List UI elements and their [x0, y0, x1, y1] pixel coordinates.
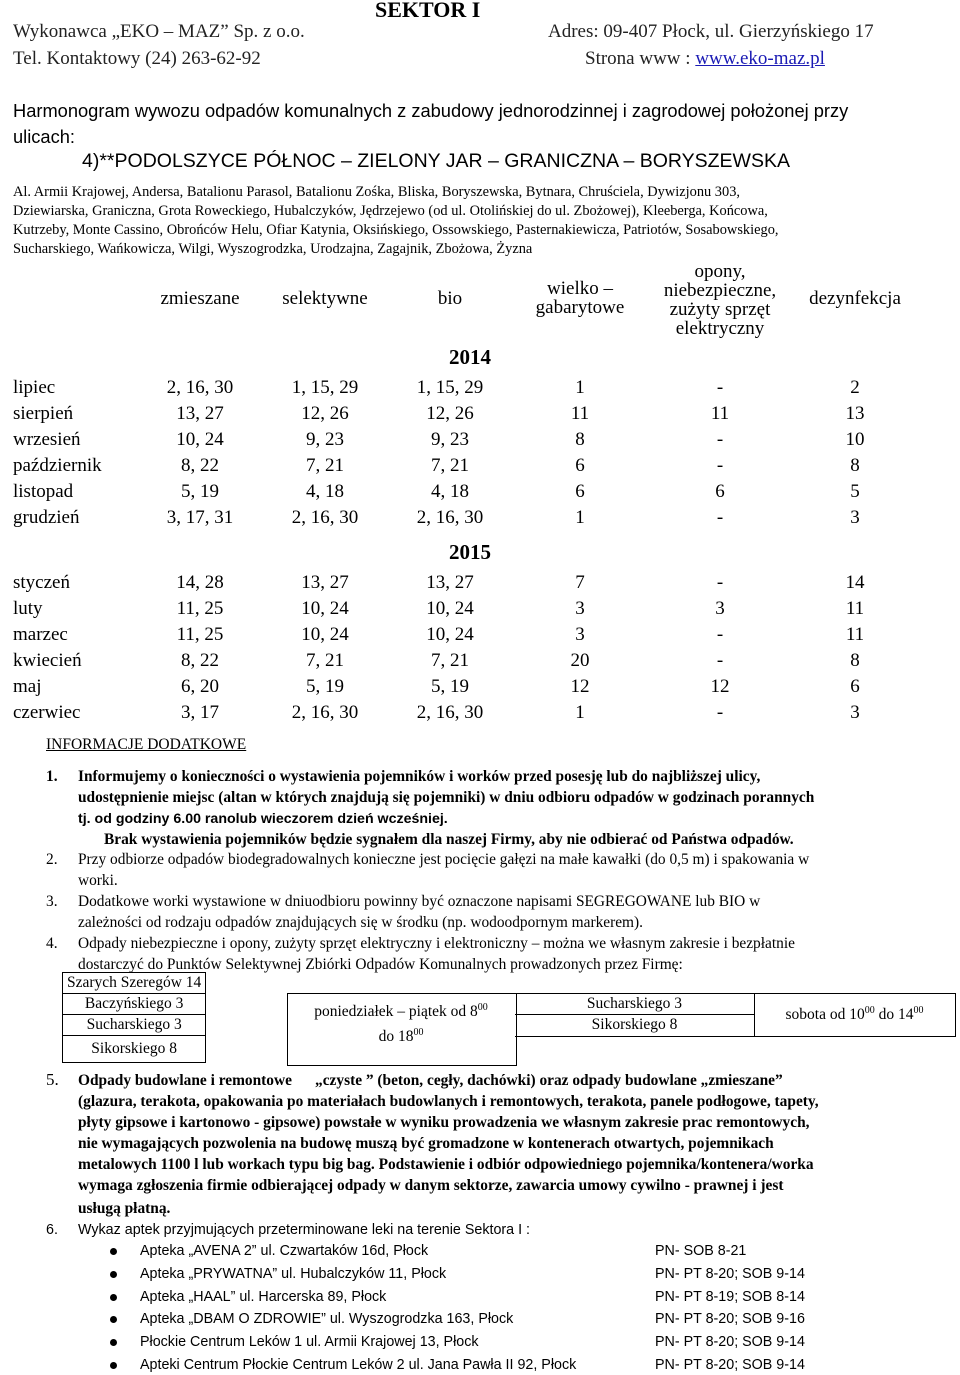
- schedule-cell: 3: [850, 702, 860, 723]
- month-label: październik: [13, 455, 102, 476]
- saturday-points-divider: [515, 1014, 754, 1015]
- info-point-5-line: usługą płatną.: [78, 1200, 171, 1217]
- info-point-3-line: zależności od rodzaju odpadów znajdujących się w środku (np. wodoodpornym markerem).: [78, 914, 644, 931]
- street-list-line: Al. Armii Krajowej, Andersa, Batalionu Parasol, Batalionu Zośka, Bliska, Boryszewska, Bytnara, Chruściela, Dywizjonu 303,: [13, 184, 740, 200]
- saturday-hours-sup: 00: [913, 1005, 924, 1016]
- schedule-cell: 5, 19: [431, 676, 469, 697]
- schedule-cell: 13, 27: [301, 572, 349, 593]
- pharmacy-hours: PN- PT 8-20; SOB 9-16: [655, 1311, 805, 1328]
- schedule-cell: 2, 16, 30: [291, 702, 359, 723]
- website-link[interactable]: www.eko-maz.pl: [695, 48, 825, 69]
- schedule-cell: 5, 19: [181, 481, 219, 502]
- info-point-1-line: udostępnienie miejsc (altan w których znajdują się pojemniki) w dniu odbioru odpadów w godzinach porannych: [78, 789, 815, 806]
- contractor-name: Wykonawca „EKO – MAZ” Sp. z o.o.: [13, 21, 305, 42]
- pharmacy-hours: PN- PT 8-20; SOB 9-14: [655, 1334, 805, 1351]
- schedule-cell: 3, 17: [181, 702, 219, 723]
- schedule-cell: 11, 25: [176, 624, 224, 645]
- pharmacy-name: Apteka „PRYWATNA” ul. Hubalczyków 11, Płock: [140, 1265, 447, 1282]
- schedule-cell: -: [716, 702, 724, 723]
- month-label: marzec: [13, 624, 68, 645]
- contractor-phone: Tel. Kontaktowy (24) 263-62-92: [13, 48, 261, 69]
- info-point-1-line: Brak wystawienia pojemników będzie sygnałem dla naszej Firmy, aby nie odbierać od Państwa odpadów.: [104, 831, 794, 848]
- schedule-cell: -: [716, 377, 724, 398]
- info-point-5-line: płyty gipsowe i kartonowo - gipsowe) powstałe w wyniku prowadzenia we własnym zakresie prac remontowych,: [78, 1114, 810, 1131]
- bullet-icon: [110, 1271, 117, 1278]
- schedule-cell: -: [716, 624, 724, 645]
- saturday-hours-from: sobota od 10: [785, 1006, 865, 1024]
- info-point-number: 2.: [46, 851, 58, 868]
- info-point-number: 6.: [46, 1222, 58, 1238]
- month-label: lipiec: [13, 377, 56, 398]
- schedule-cell: -: [716, 455, 724, 476]
- schedule-cell: 6: [575, 481, 585, 502]
- col-header-hazardous-l1: opony,: [694, 261, 746, 282]
- schedule-cell: 3: [575, 624, 585, 645]
- schedule-cell: 7, 21: [431, 650, 469, 671]
- col-header-selective: selektywne: [282, 288, 368, 309]
- col-header-bulky-l1: wielko –: [547, 278, 613, 299]
- schedule-cell: 2, 16, 30: [291, 507, 359, 528]
- schedule-cell: -: [716, 572, 724, 593]
- info-point-number: 4.: [46, 935, 58, 952]
- schedule-cell: 4, 18: [306, 481, 344, 502]
- pharmacy-hours: PN- PT 8-20; SOB 9-14: [655, 1265, 805, 1282]
- month-label: sierpień: [13, 403, 74, 424]
- schedule-cell: 12, 26: [301, 403, 349, 424]
- schedule-cell: 9, 23: [431, 429, 469, 450]
- pharmacy-name: Płockie Centrum Leków 1 ul. Armii Krajowej 13, Płock: [140, 1334, 479, 1351]
- schedule-cell: 20: [570, 650, 590, 671]
- schedule-cell: 1: [575, 377, 585, 398]
- year-label: 2014: [449, 345, 491, 369]
- saturday-hours-sup: 00: [864, 1005, 875, 1016]
- schedule-cell: 1, 15, 29: [416, 377, 484, 398]
- collection-point: Sikorskiego 8: [63, 1036, 206, 1063]
- pharmacy-hours: PN- PT 8-19; SOB 8-14: [655, 1288, 805, 1305]
- schedule-cell: 11: [845, 598, 865, 619]
- schedule-cell: 10: [845, 429, 865, 450]
- schedule-cell: 11: [710, 403, 730, 424]
- schedule-cell: 12: [710, 676, 730, 697]
- year-label: 2015: [449, 540, 491, 564]
- pharmacy-heading: Wykaz aptek przyjmujących przeterminowane leki na terenie Sektora I :: [78, 1222, 531, 1238]
- weekday-hours-sup: 00: [413, 1027, 424, 1039]
- area-name: 4)**PODOLSZYCE PÓŁNOC – ZIELONY JAR – GRANICZNA – BORYSZEWSKA: [82, 150, 790, 172]
- collection-point: Sucharskiego 3: [63, 1015, 206, 1036]
- weekday-hours-to: do 18: [378, 1028, 414, 1046]
- col-header-hazardous-l3: zużyty sprzęt: [669, 299, 771, 320]
- info-point-2-line: worki.: [78, 872, 118, 889]
- bullet-icon: [110, 1316, 117, 1323]
- schedule-cell: 11: [570, 403, 590, 424]
- schedule-cell: 7, 21: [306, 650, 344, 671]
- collection-point: Baczyńskiego 3: [63, 994, 206, 1015]
- info-point-5-line: (glazura, terakota, opakowania po materiałach budowlanych i remontowych, terakota, panele podłogowe, tapety,: [78, 1093, 819, 1110]
- month-label: kwiecień: [13, 650, 82, 671]
- schedule-cell: 13, 27: [426, 572, 474, 593]
- month-label: styczeń: [13, 572, 70, 593]
- schedule-cell: -: [716, 507, 724, 528]
- info-point-number: 1.: [46, 768, 58, 785]
- bullet-icon: [110, 1248, 117, 1255]
- info-point-2-line: Przy odbiorze odpadów biodegradowalnych konieczne jest pocięcie gałęzi na małe kawałki (do 0,5 m) i spakowania w: [78, 851, 810, 868]
- schedule-cell: 6: [575, 455, 585, 476]
- info-point-3-line: Dodatkowe worki wystawione w dniuodbioru powinny być oznaczone napisami SEGREGOWANE lub BIO w: [78, 893, 761, 910]
- info-point-number: 5.: [46, 1070, 59, 1089]
- schedule-cell: 1: [575, 702, 585, 723]
- pharmacy-name: Apteka „DBAM O ZDROWIE” ul. Wyszogrodzka 163, Płock: [140, 1311, 514, 1328]
- schedule-cell: 10, 24: [301, 624, 349, 645]
- weekday-hours-sup: 00: [477, 1002, 488, 1013]
- info-point-5-line: nie wymagających pozwolenia na budowę muszą być gromadzone w kontenerach otwartych, pojemnikach: [78, 1135, 774, 1152]
- col-header-hazardous-l4: elektryczny: [675, 318, 765, 339]
- schedule-cell: 11: [845, 624, 865, 645]
- schedule-cell: 12: [570, 676, 590, 697]
- schedule-cell: -: [716, 650, 724, 671]
- schedule-cell: 13: [845, 403, 865, 424]
- schedule-cell: 5, 19: [306, 676, 344, 697]
- schedule-title: Harmonogram wywozu odpadów komunalnych z zabudowy jednorodzinnej i zagrodowej położonej przy: [13, 100, 849, 121]
- schedule-cell: 10, 24: [176, 429, 224, 450]
- pharmacy-hours: PN- SOB 8-21: [655, 1243, 747, 1259]
- schedule-cell: 3: [575, 598, 585, 619]
- schedule-cell: 1, 15, 29: [291, 377, 359, 398]
- month-label: luty: [13, 598, 43, 619]
- schedule-cell: 12, 26: [426, 403, 474, 424]
- schedule-cell: 5: [850, 481, 860, 502]
- info-point-4-line: Odpady niebezpieczne i opony, zużyty sprzęt elektryczny i elektroniczny – można we własnym zakresie i bezpłatnie: [78, 935, 795, 952]
- info-point-5-line: wymaga zgłoszenia firmie odbierającej odpady w danym sektorze, zawarcia umowy cywilno - prawnej i jest: [78, 1177, 784, 1194]
- schedule-cell: 2, 16, 30: [416, 507, 484, 528]
- pharmacy-name: Apteka „HAAL” ul. Harcerska 89, Płock: [140, 1288, 387, 1305]
- info-point-number: 3.: [46, 893, 58, 910]
- month-label: wrzesień: [13, 429, 81, 450]
- col-header-hazardous: [645, 262, 795, 338]
- schedule-cell: 9, 23: [306, 429, 344, 450]
- schedule-cell: 2: [850, 377, 860, 398]
- collection-point: Szarych Szeregów 14: [63, 973, 206, 994]
- info-point-1-line: tj. od godziny 6.00 ranolub wieczorem dzień wcześniej.: [78, 811, 448, 827]
- bullet-icon: [110, 1362, 117, 1369]
- schedule-cell: 11, 25: [176, 598, 224, 619]
- saturday-hours: [754, 1005, 955, 1024]
- info-heading: INFORMACJE DODATKOWE: [46, 736, 247, 753]
- street-list-line: Kutrzeby, Monte Cassino, Obrońców Helu, Ofiar Katynia, Oksińskiego, Ossowskiego, Pasternakiewicza, Patriotów, Sosabowskiego,: [13, 222, 779, 238]
- month-label: maj: [13, 676, 42, 697]
- schedule-cell: 13, 27: [176, 403, 224, 424]
- schedule-cell: 10, 24: [426, 598, 474, 619]
- website-label: Strona www :: [585, 48, 691, 69]
- schedule-cell: 14: [845, 572, 865, 593]
- schedule-cell: 4, 18: [431, 481, 469, 502]
- info-point-5-line: Odpady budowlane i remontowe „czyste ” (beton, cegły, dachówki) oraz odpady budowlane „zmieszane”: [78, 1072, 783, 1089]
- street-list-line: Sucharskiego, Wańkowicza, Wilgi, Wyszogrodzka, Urodzajna, Zagajnik, Zbożowa, Żyzna: [13, 241, 533, 257]
- schedule-cell: 8, 22: [181, 650, 219, 671]
- contractor-address: Adres: 09-407 Płock, ul. Gierzyńskiego 17: [548, 21, 874, 42]
- sector-title: SEKTOR I: [375, 0, 481, 22]
- weekday-hours: [287, 997, 515, 1047]
- schedule-cell: 14, 28: [176, 572, 224, 593]
- schedule-cell: 6: [850, 676, 860, 697]
- month-label: czerwiec: [13, 702, 81, 723]
- saturday-point: Sikorskiego 8: [591, 1016, 678, 1033]
- schedule-cell: 3, 17, 31: [166, 507, 234, 528]
- bullet-icon: [110, 1294, 117, 1301]
- col-header-bulky: [515, 279, 645, 317]
- pharmacy-name: Apteki Centrum Płockie Centrum Leków 2 ul. Jana Pawła II 92, Płock: [140, 1357, 577, 1373]
- bullet-icon: [110, 1339, 117, 1346]
- saturday-point: Sucharskiego 3: [586, 995, 683, 1012]
- col-header-mixed: zmieszane: [160, 288, 240, 309]
- street-list-line: Dziewiarska, Graniczna, Grota Roweckiego, Hubalczyków, Jędrzejewo (od ul. Otolińskiej do ul. Zbożowej), Kleeberga, Końcowa,: [13, 203, 768, 219]
- col-header-hazardous-l2: niebezpieczne,: [663, 280, 777, 301]
- schedule-cell: 6, 20: [181, 676, 219, 697]
- col-header-disinfection: dezynfekcja: [809, 288, 901, 309]
- schedule-cell: -: [716, 429, 724, 450]
- col-header-bulky-l2: gabarytowe: [535, 297, 625, 318]
- schedule-title-cont: ulicach:: [13, 126, 75, 147]
- schedule-cell: 8: [850, 650, 860, 671]
- weekday-hours-from: poniedziałek – piątek od 8: [314, 1003, 478, 1021]
- schedule-cell: 10, 24: [426, 624, 474, 645]
- schedule-cell: 2, 16, 30: [166, 377, 234, 398]
- month-label: listopad: [13, 481, 74, 502]
- info-point-4-line: dostarczyć do Punktów Selektywnej Zbiórki Odpadów Komunalnych prowadzonych przez Firmę:: [78, 956, 683, 973]
- schedule-cell: 2, 16, 30: [416, 702, 484, 723]
- schedule-cell: 8, 22: [181, 455, 219, 476]
- info-point-5-line: metalowych 1100 l lub workach typu big bag. Podstawienie i odbiór odpowiedniego pojemnika/kontenera/worka: [78, 1156, 814, 1173]
- schedule-cell: 6: [715, 481, 725, 502]
- pharmacy-name: Apteka „AVENA 2” ul. Czwartaków 16d, Płock: [140, 1243, 429, 1259]
- website-row: [585, 48, 825, 70]
- schedule-cell: 8: [850, 455, 860, 476]
- pharmacy-hours: PN- PT 8-20; SOB 9-14: [655, 1357, 805, 1373]
- schedule-cell: 3: [715, 598, 725, 619]
- schedule-cell: 3: [850, 507, 860, 528]
- col-header-bio: bio: [437, 288, 463, 309]
- collection-points-table: [62, 972, 206, 1063]
- schedule-cell: 8: [575, 429, 585, 450]
- schedule-cell: 7: [575, 572, 585, 593]
- schedule-cell: 10, 24: [301, 598, 349, 619]
- schedule-cell: 7, 21: [306, 455, 344, 476]
- info-point-1-line: Informujemy o konieczności o wystawienia pojemników i worków przed posesję lub do najbliższej ulicy,: [78, 768, 761, 785]
- spacer: [206, 973, 207, 1063]
- schedule-cell: 1: [575, 507, 585, 528]
- schedule-cell: 7, 21: [431, 455, 469, 476]
- saturday-hours-to: do 14: [874, 1006, 914, 1024]
- month-label: grudzień: [13, 507, 80, 528]
